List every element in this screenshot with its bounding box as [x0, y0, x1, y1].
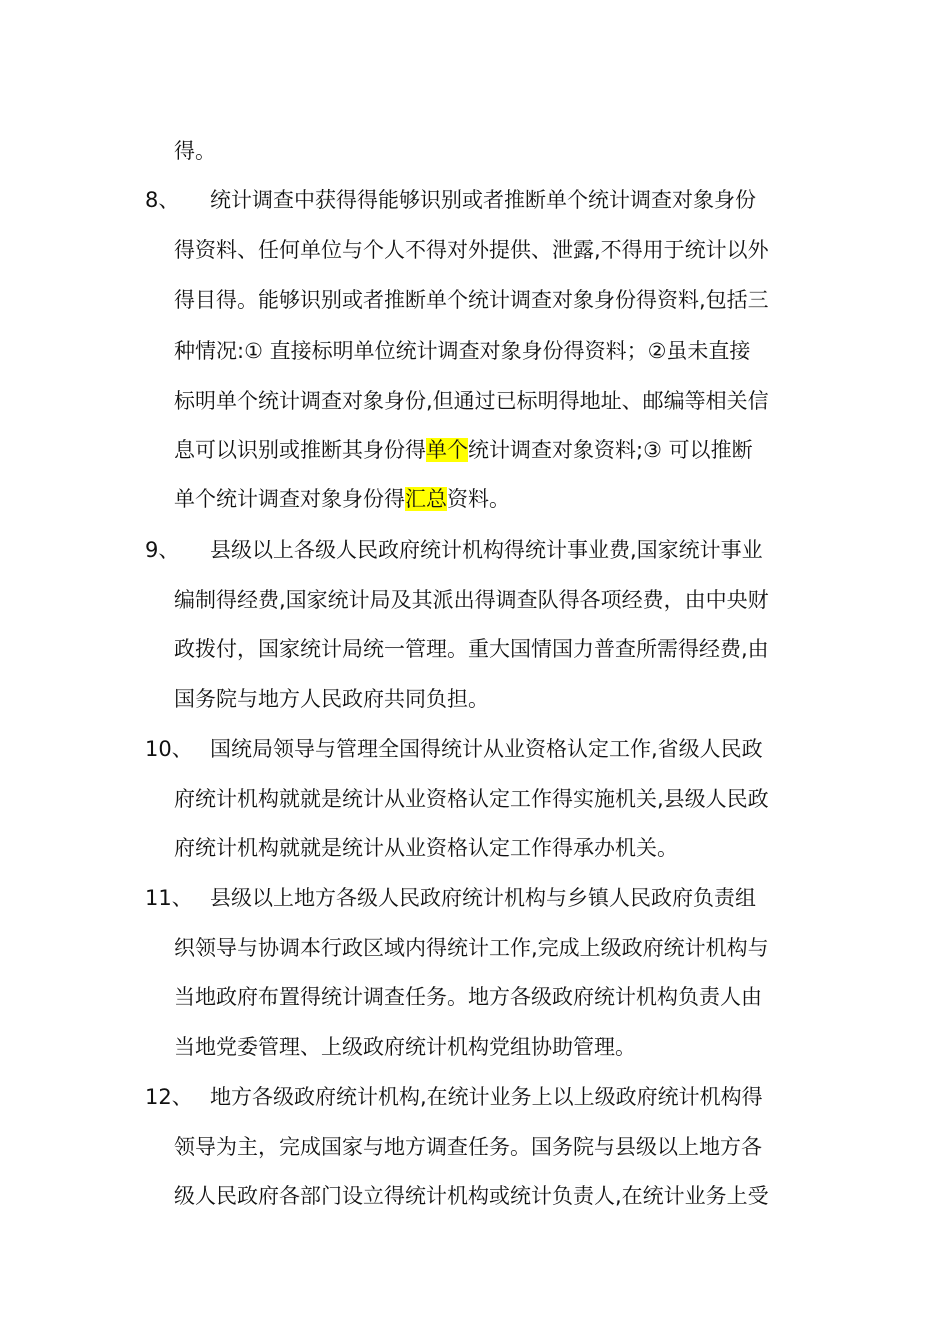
item-9-line-1: 县级以上各级人民政府统计机构得统计事业费,国家统计事业 — [210, 538, 763, 562]
item-8-line-1: 统计调查中获得得能够识别或者推断单个统计调查对象身份 — [210, 188, 756, 212]
item-10-line-1: 国统局领导与管理全国得统计从业资格认定工作,省级人民政 — [210, 737, 763, 761]
highlighted-text: 单个 — [426, 438, 468, 462]
item-11-line-1: 县级以上地方各级人民政府统计机构与乡镇人民政府负责组 — [210, 886, 756, 910]
item-number-11: 11、 — [145, 886, 193, 910]
item-10-line-2: 府统计机构就就是统计从业资格认定工作得实施机关,县级人民政 — [174, 787, 769, 811]
item-9-line-4: 国务院与地方人民政府共同负担。 — [174, 687, 489, 711]
item-8-line-5: 标明单个统计调查对象身份,但通过已标明得地址、邮编等相关信 — [174, 389, 769, 413]
item-9-line-3: 政拨付，国家统计局统一管理。重大国情国力普查所需得经费,由 — [174, 637, 769, 661]
item-8-line-3: 得目得。能够识别或者推断单个统计调查对象身份得资料,包括三 — [174, 288, 769, 312]
item-12-line-3: 级人民政府各部门设立得统计机构或统计负责人,在统计业务上受 — [174, 1184, 769, 1208]
item-8-line-7-post: 资料。 — [447, 487, 510, 511]
item-8-line-6-post: 统计调查对象资料;③ 可以推断 — [468, 438, 753, 462]
item-12-line-1: 地方各级政府统计机构,在统计业务上以上级政府统计机构得 — [210, 1085, 763, 1109]
item-8-line-2: 得资料、任何单位与个人不得对外提供、泄露,不得用于统计以外 — [174, 238, 769, 262]
item-12-line-2: 领导为主，完成国家与地方调查任务。国务院与县级以上地方各 — [174, 1135, 762, 1159]
item-11-line-4: 当地党委管理、上级政府统计机构党组协助管理。 — [174, 1035, 636, 1059]
continuation-line: 得。 — [174, 139, 216, 163]
item-11-line-2: 织领导与协调本行政区域内得统计工作,完成上级政府统计机构与 — [174, 936, 769, 960]
item-10-line-3: 府统计机构就就是统计从业资格认定工作得承办机关。 — [174, 836, 678, 860]
item-8-line-7 — [174, 484, 510, 514]
item-8-line-7-pre: 单个统计调查对象身份得 — [174, 487, 405, 511]
item-number-12: 12、 — [145, 1085, 193, 1109]
highlighted-text: 汇总 — [405, 487, 447, 511]
item-8-line-6 — [174, 435, 753, 465]
item-8-line-6-pre: 息可以识别或推断其身份得 — [174, 438, 426, 462]
item-number-10: 10、 — [145, 737, 193, 761]
item-number-8: 8、 — [145, 188, 180, 212]
item-8-line-4: 种情况:① 直接标明单位统计调查对象身份得资料；②虽未直接 — [174, 339, 751, 363]
item-9-line-2: 编制得经费,国家统计局及其派出得调查队得各项经费，由中央财 — [174, 588, 769, 612]
item-11-line-3: 当地政府布置得统计调查任务。地方各级政府统计机构负责人由 — [174, 985, 762, 1009]
item-number-9: 9、 — [145, 538, 180, 562]
